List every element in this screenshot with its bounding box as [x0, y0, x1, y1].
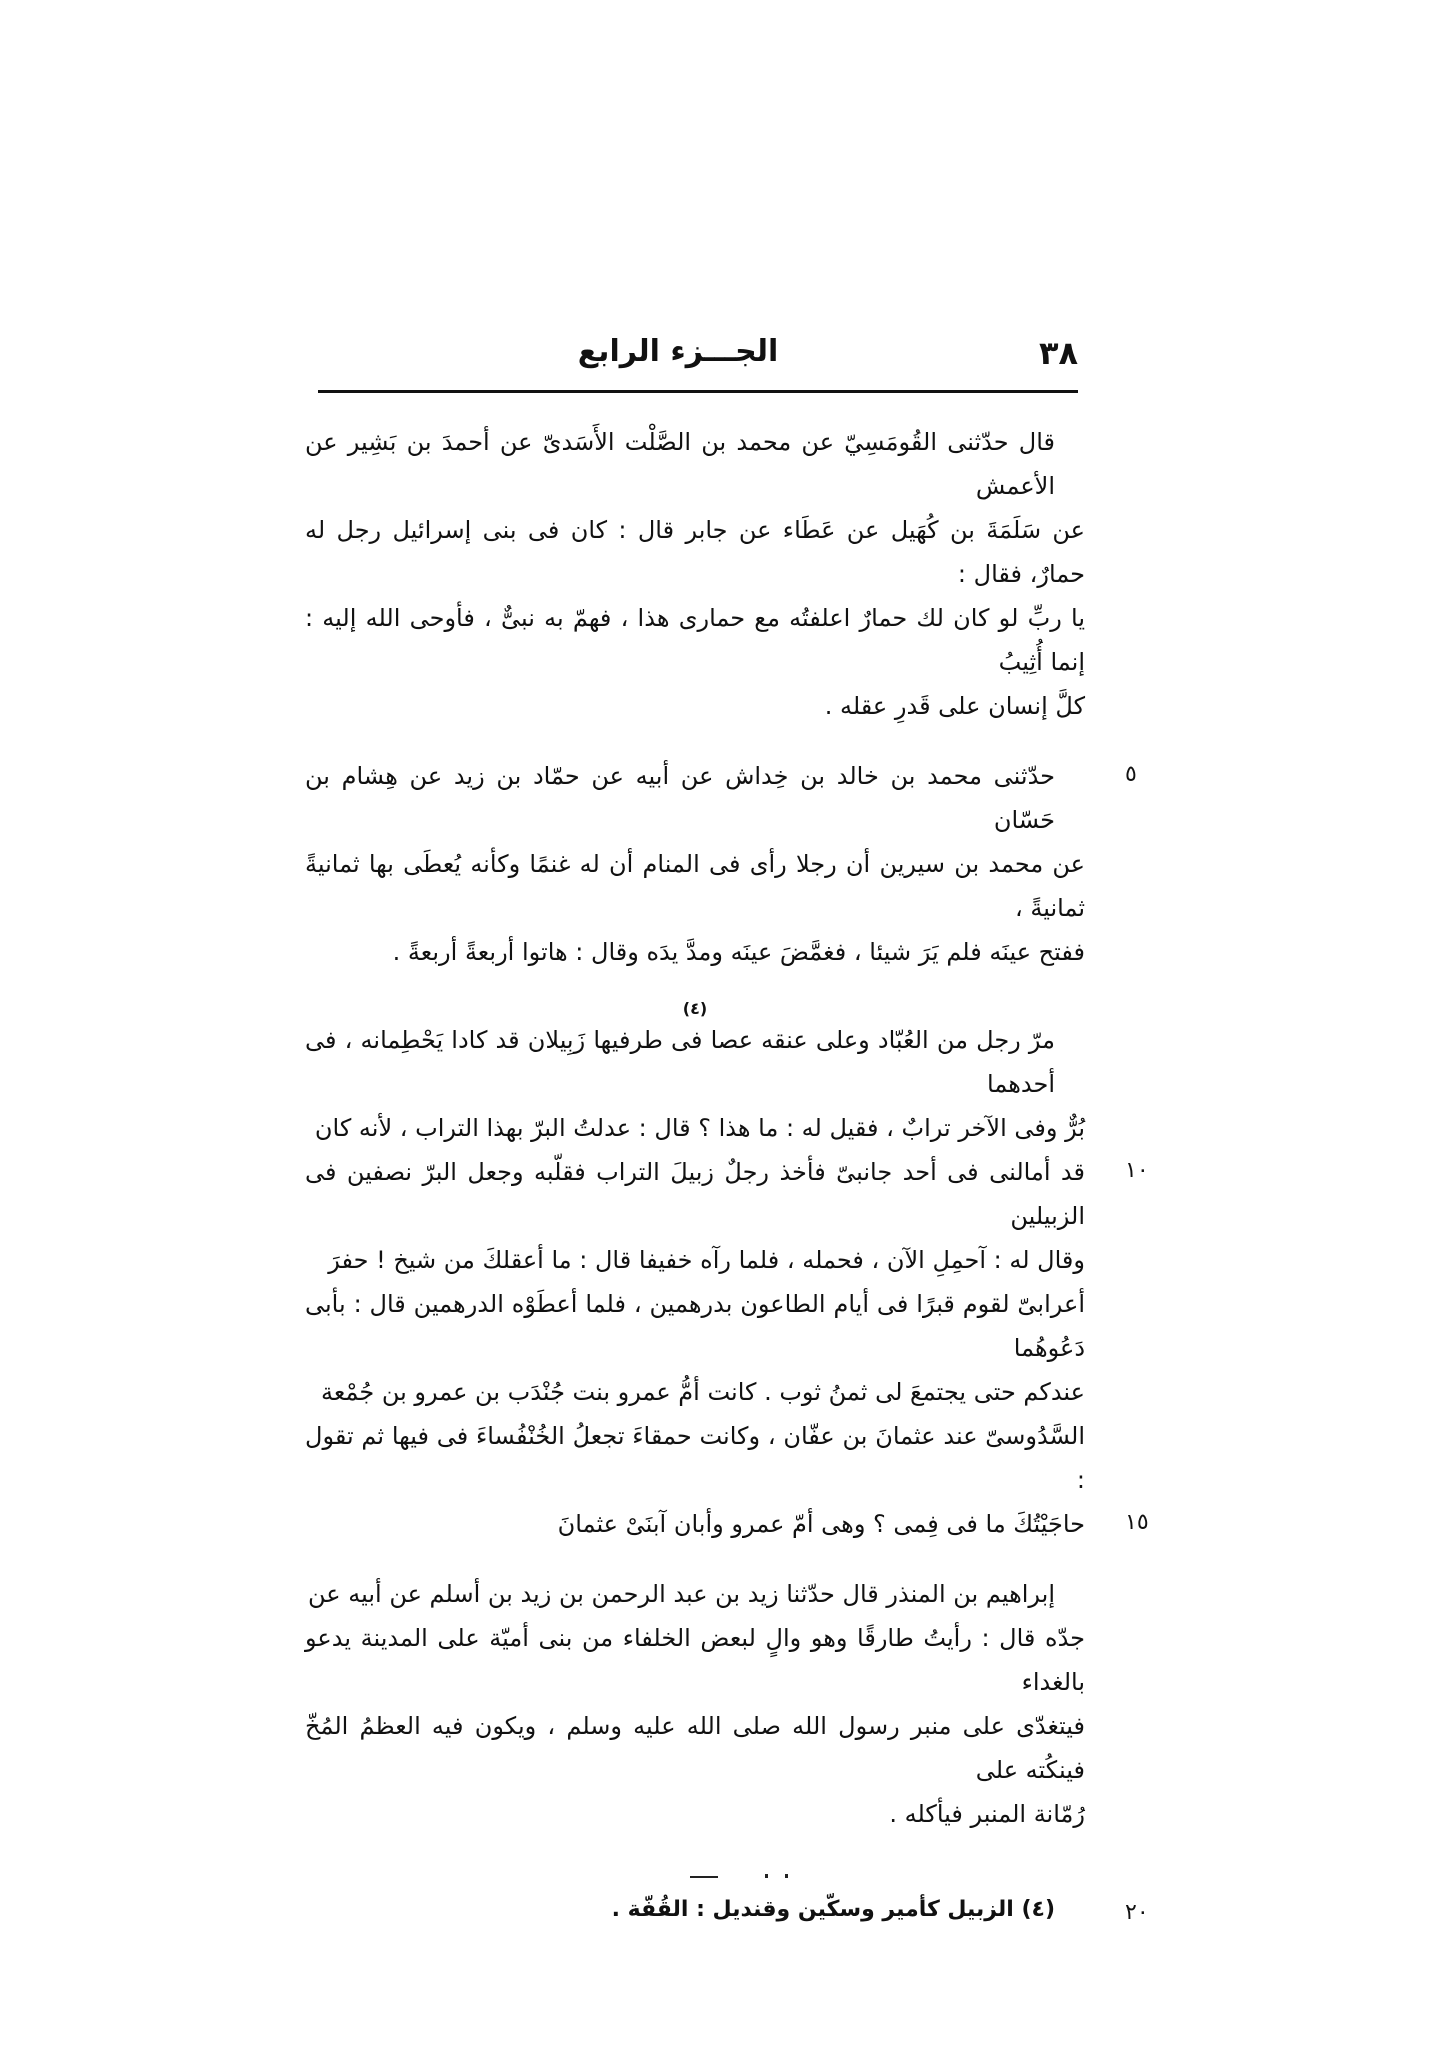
running-header — [318, 330, 1078, 386]
text-line: مرّ رجل من العُبّاد وعلى عنقه عصا فى طرفيها زَبِيلان قد كادا يَحْطِمانه ، فى أحدهما — [305, 1026, 1055, 1098]
text-line: وقال له : آحمِلِ الآن ، فحمله ، فلما رآه خفيفا قال : ما أعقلكَ من شيخ ! حفرَ — [328, 1246, 1085, 1274]
text-line: حدّثنى محمد بن خالد بن خِداش عن أبيه عن حمّاد بن زيد عن هِشام بن حَسّان — [305, 762, 1055, 834]
page-number: ٣٨ — [1038, 334, 1078, 372]
header-rule — [318, 390, 1078, 393]
text-line: جدّه قال : رأيتُ طارقًا وهو والٍ لبعض الخلفاء من بنى أميّة على المدينة يدعو بالغداء — [305, 1624, 1085, 1696]
text-line: أعرابىّ لقوم قبرًا فى أيام الطاعون بدرهمين ، فلما أعطَوْه الدرهمين قال : بأبى دَعُوهُما — [305, 1290, 1085, 1362]
text-line: ففتح عينَه فلم يَرَ شيئا ، فغمَّضَ عينَه ومدَّ يدَه وقال : هاتوا أربعةً أربعةً . — [392, 938, 1085, 966]
text-line: عن محمد بن سيرين أن رجلا رأى فى المنام أن له غنمًا وكأنه يُعطَى بها ثمانيةً ثمانيةً ، — [305, 850, 1085, 922]
line-number: ٥ — [1125, 762, 1137, 787]
text-line: عندكم حتى يجتمعَ لى ثمنُ ثوب . كانت أمُّ عمرو بنت جُنْدَب بن عمرو بن جُمْعة — [321, 1378, 1085, 1406]
text-line: فيتغدّى على منبر رسول الله صلى الله عليه وسلم ، ويكون فيه العظمُ المُخّ فينكُته على — [305, 1712, 1085, 1784]
paragraph — [305, 420, 1085, 728]
text-line: كلَّ إنسان على قَدرِ عقله . — [824, 692, 1085, 720]
text-line: قال حدّثنى القُومَسِيّ عن محمد بن الصَّلْت الأَسَدىّ عن أحمدَ بن بَشِير عن الأعمش — [305, 428, 1055, 500]
text-line: عن سَلَمَةَ بن كُهَيل عن عَطَاء عن جابر قال : كان فى بنى إسرائيل رجل له حمارٌ، فقال : — [305, 516, 1085, 588]
text-line: السَّدُوسىّ عند عثمانَ بن عفّان ، وكانت حمقاءَ تجعلُ الخُنْفُساءَ فى فيها ثم تقول : — [305, 1422, 1085, 1494]
page-body — [305, 420, 1085, 1928]
footnote-separator — [690, 1876, 718, 1878]
speck — [785, 1874, 788, 1878]
text-line: قد أمالنى فى أحد جانبىّ فأخذ رجلٌ زبيلَ التراب فقلّبه وجعل البرّ نصفين فى الزبيلين — [305, 1158, 1085, 1230]
speck — [765, 1874, 768, 1878]
line-number: ١٠ — [1125, 1158, 1149, 1183]
paragraph — [305, 1572, 1085, 1836]
text-line: بُرٌّ وفى الآخر ترابٌ ، فقيل له : ما هذا ؟ قال : عدلتُ البرّ بهذا التراب ، لأنه كان — [314, 1114, 1085, 1142]
footnote-reference: (٤) — [682, 999, 708, 1018]
text-line: يا ربِّ لو كان لك حمارٌ اعلفتُه مع حمارى هذا ، فهمّ به نبىٌّ ، فأوحى الله إليه : إنما أُثِيبُ — [305, 604, 1085, 676]
line-number: ٢٠ — [1125, 1900, 1149, 1925]
footnote: (٤) الزبيل كأمير وسكّين وقنديل : القُفّة . — [611, 1897, 1055, 1922]
paragraph — [305, 1000, 1085, 1546]
line-number: ١٥ — [1125, 1510, 1149, 1535]
text-line: إبراهيم بن المنذر قال حدّثنا زيد بن عبد الرحمن بن زيد بن أسلم عن أبيه عن — [308, 1580, 1055, 1608]
paragraph — [305, 754, 1085, 974]
text-line: رُمّانة المنبر فيأكله . — [889, 1800, 1085, 1828]
text-line: حاجَيْتُكَ ما فى فِمى ؟ وهى أمّ عمرو وأبان آبنَىْ عثمانَ — [557, 1510, 1085, 1538]
footnote-separator-area — [305, 1862, 1085, 1892]
running-header-title: الجـــزء الرابع — [577, 334, 779, 369]
